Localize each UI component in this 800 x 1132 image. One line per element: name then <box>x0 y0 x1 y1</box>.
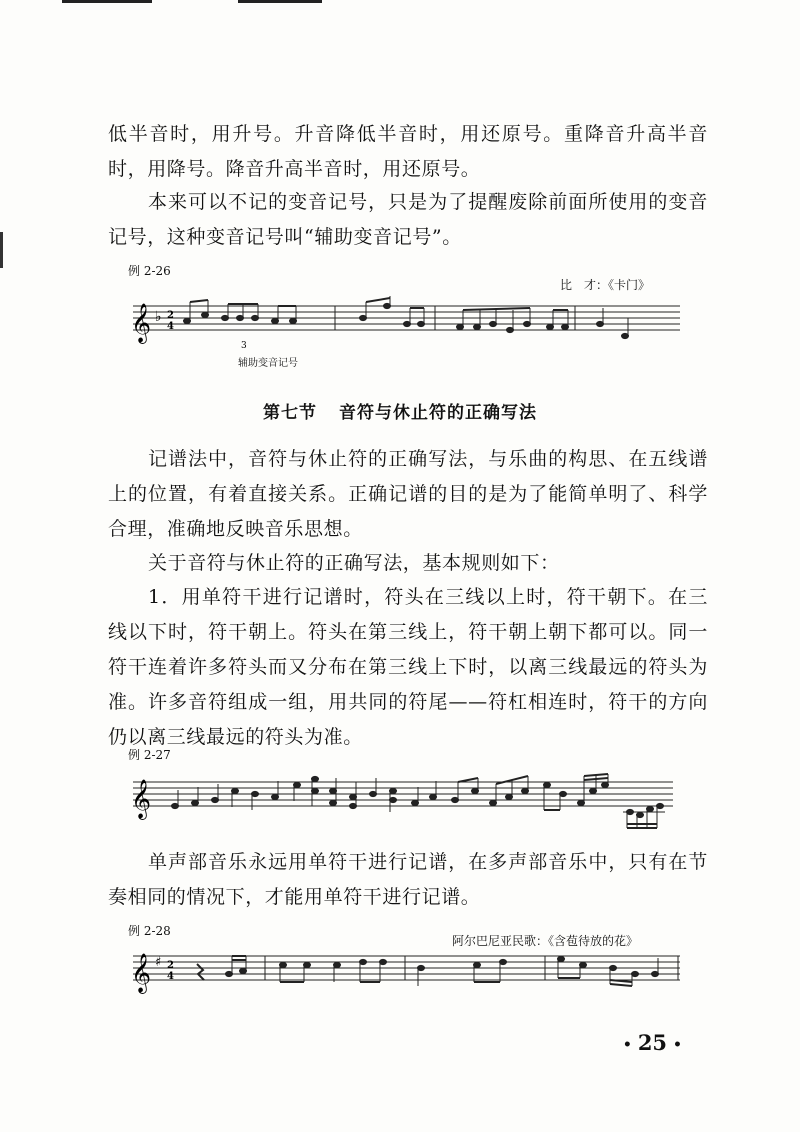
example-2-28-label: 例 2-28 <box>128 924 171 938</box>
margin-mark <box>0 232 3 268</box>
svg-text:♭: ♭ <box>155 309 162 325</box>
music-staff-example-2-28 <box>125 946 685 1002</box>
svg-text:4: 4 <box>167 321 174 332</box>
example-2-26-label: 例 2-26 <box>128 264 171 278</box>
paragraph-3: 记谱法中，音符与休止符的正确写法，与乐曲的构思、在五线谱上的位置，有着直接关系。正确记谱的目的是为了能简单明了、科学合理，准确地反映音乐思想。 <box>108 448 708 540</box>
section-title: 音符与休止符的正确写法 <box>339 403 537 423</box>
page-dot-right: • <box>673 1036 682 1053</box>
paragraph-5: 1．用单符干进行记谱时，符头在三线以上时，符干朝下。在三线以下时，符干朝上。符头在第三线上，符干朝上朝下都可以。同一符干连着许多符头而又分布在第三线上下时，以离三线最远的符头为准。许多音符组成一组，用共同的符尾——符杠相连时，符干的方向仍以离三线最远的符头为准。 <box>108 586 708 748</box>
svg-text:♯: ♯ <box>155 955 162 970</box>
music-staff-example-2-27 <box>125 770 685 830</box>
top-rule-left <box>62 0 152 3</box>
svg-text:𝄞: 𝄞 <box>131 303 152 343</box>
svg-text:2: 2 <box>167 310 174 321</box>
paragraph-2: 本来可以不记的变音记号，只是为了提醒废除前面所使用的变音记号，这种变音记号叫“辅助变音记号”。 <box>108 191 708 248</box>
svg-text:𝄞: 𝄞 <box>131 953 152 993</box>
top-rule-right <box>238 0 322 3</box>
paragraph-6: 单声部音乐永远用单符干进行记谱，在多声部音乐中，只有在节奏相同的情况下，才能用单符干进行记谱。 <box>108 851 708 908</box>
page-number <box>617 1030 688 1055</box>
paragraph-4: 关于音符与休止符的正确写法，基本规则如下： <box>148 552 560 574</box>
section-heading <box>0 398 800 423</box>
paragraph-1: 低半音时，用升号。升音降低半音时，用还原号。重降音升高半音时，用降号。降音升高半音时，用还原号。 <box>108 123 708 180</box>
page-number-value: 25 <box>637 1030 668 1055</box>
svg-text:𝄞: 𝄞 <box>131 779 152 819</box>
example-2-27-label: 例 2-27 <box>128 748 171 762</box>
example-2-26-credit: 比 才：《卡门》 <box>560 278 651 292</box>
example-2-28-credit: 阿尔巴尼亚民歌：《含苞待放的花》 <box>452 934 639 948</box>
section-number: 第七节 <box>263 403 317 423</box>
page-dot-left: • <box>622 1036 632 1053</box>
svg-text:2: 2 <box>167 960 174 971</box>
svg-text:4: 4 <box>167 971 174 982</box>
music-staff-example-2-26 <box>125 296 685 352</box>
triplet-mark: 3 <box>241 341 247 351</box>
auxiliary-accidental-annotation: 辅助变音记号 <box>238 358 298 369</box>
